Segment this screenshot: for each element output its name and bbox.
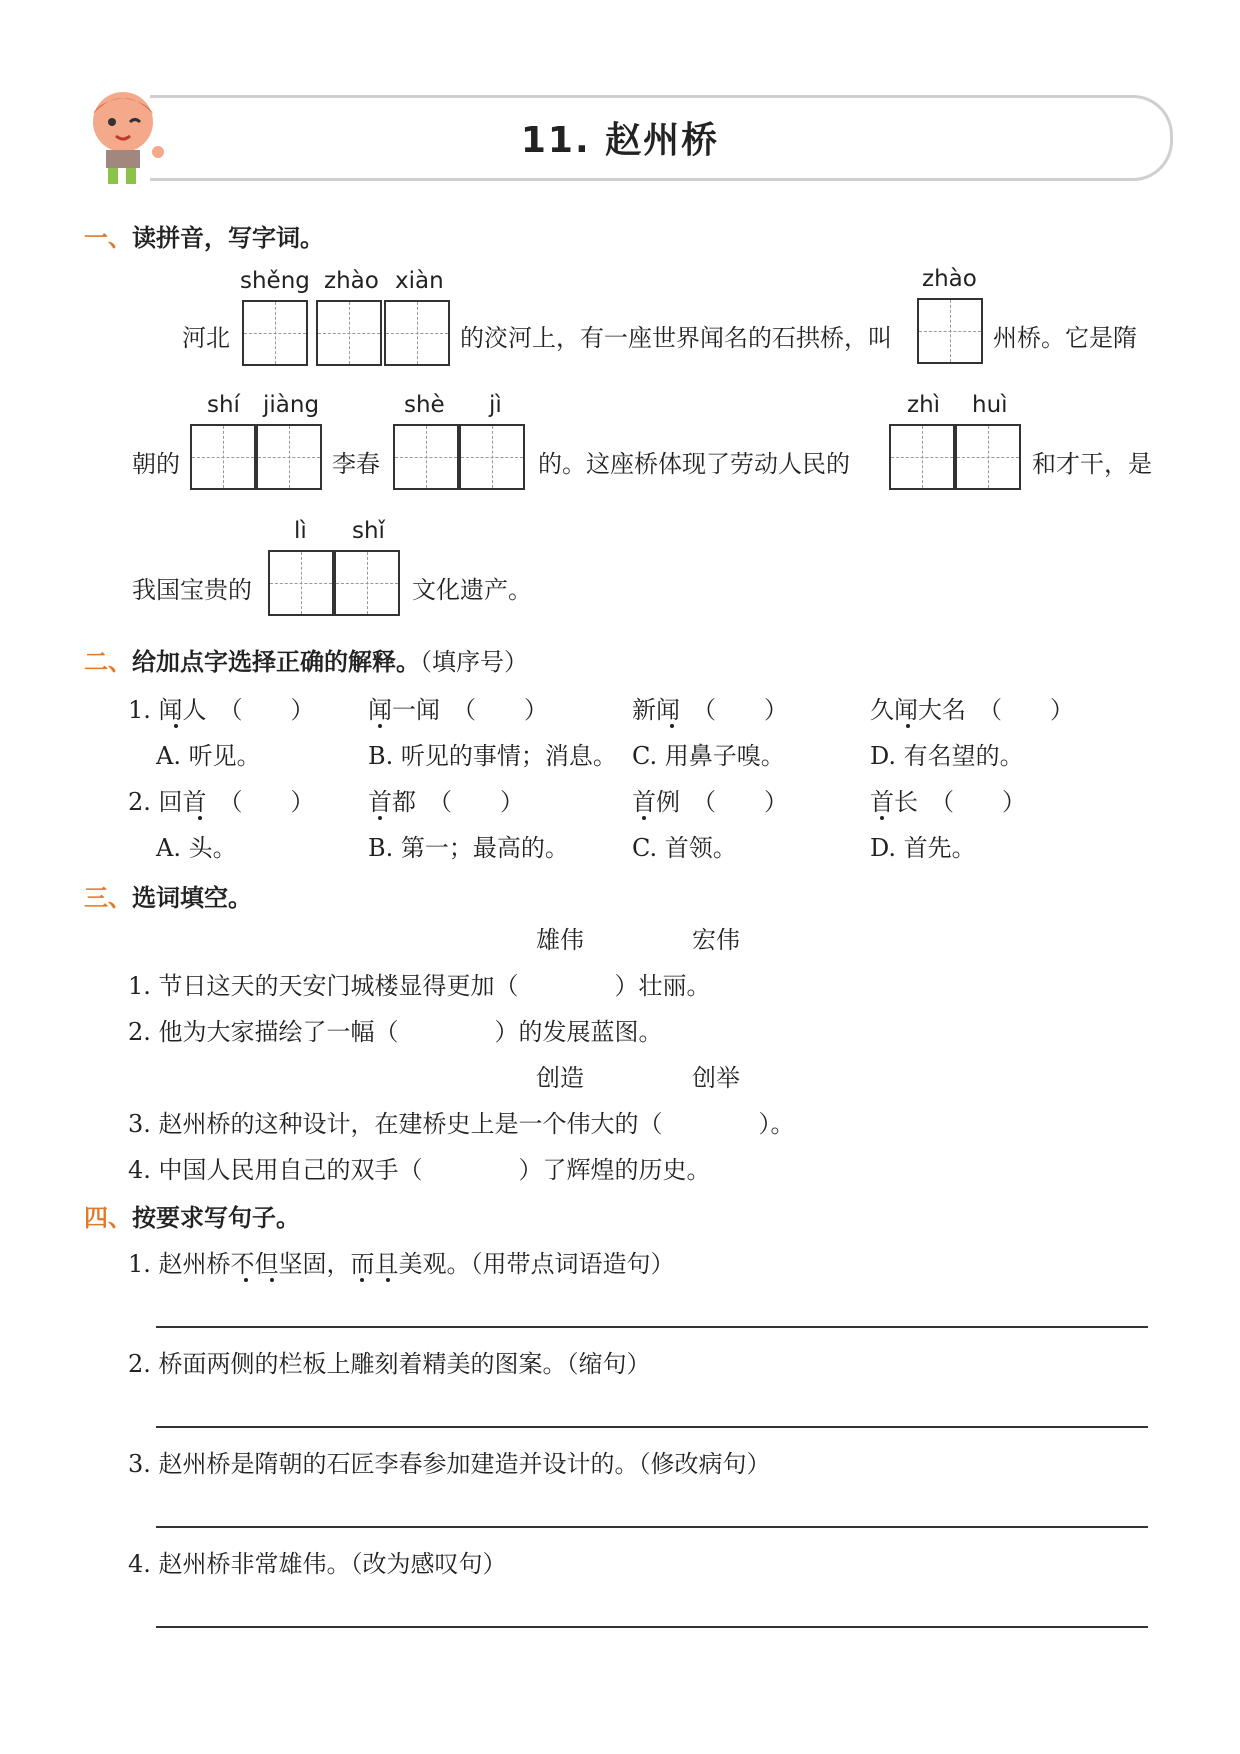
word-option-xiongwei: 雄伟 — [536, 926, 584, 954]
word-option-chuangzao: 创造 — [536, 1064, 584, 1092]
emphasis-dot — [642, 816, 646, 820]
pinyin-li: lì — [294, 518, 307, 544]
s2-row1-item1: 1. 闻人 （ ） — [128, 696, 315, 724]
emphasis-dot — [906, 724, 910, 728]
pinyin-jiang: jiàng — [263, 392, 320, 418]
text-line1-b: 的洨河上，有一座世界闻名的石拱桥，叫 — [460, 324, 892, 352]
write-box[interactable] — [334, 550, 400, 616]
emphasis-dot — [378, 724, 382, 728]
pinyin-ji: jì — [489, 392, 502, 418]
s4-q2: 2. 桥面两侧的栏板上雕刻着精美的图案。（缩句） — [128, 1350, 651, 1378]
pinyin-shi-3: shǐ — [352, 518, 385, 544]
emphasis-dot — [880, 816, 884, 820]
answer-line[interactable] — [156, 1326, 1148, 1328]
write-box[interactable] — [955, 424, 1021, 490]
write-box[interactable] — [268, 550, 334, 616]
answer-line[interactable] — [156, 1426, 1148, 1428]
text-line2-c: 的。这座桥体现了劳动人民的 — [538, 450, 850, 478]
pinyin-sheng: shěng — [240, 268, 310, 294]
s3-q4: 4. 中国人民用自己的双手（ ）了辉煌的历史。 — [128, 1156, 711, 1184]
write-box[interactable] — [393, 424, 459, 490]
s2-opt2-a: A. 头。 — [156, 834, 237, 862]
s2-opt2-c: C. 首领。 — [632, 834, 737, 862]
section3-heading: 三、选词填空。 — [84, 884, 252, 912]
answer-line[interactable] — [156, 1526, 1148, 1528]
emphasis-dot — [360, 1278, 364, 1282]
emphasis-dot — [174, 724, 178, 728]
pinyin-xian: xiàn — [395, 268, 444, 294]
section2-heading: 二、给加点字选择正确的解释。（填序号） — [84, 648, 528, 676]
s2-opt1-b: B. 听见的事情；消息。 — [368, 742, 617, 770]
pinyin-she: shè — [404, 392, 445, 418]
write-box[interactable] — [256, 424, 322, 490]
mascot-girl-icon — [68, 92, 178, 184]
pinyin-hui: huì — [972, 392, 1008, 418]
s3-q3: 3. 赵州桥的这种设计，在建桥史上是一个伟大的（ ）。 — [128, 1110, 795, 1138]
write-box[interactable] — [889, 424, 955, 490]
s4-q1: 1. 赵州桥不但坚固，而且美观。（用带点词语造句） — [128, 1250, 675, 1278]
text-line2-a: 朝的 — [132, 450, 180, 478]
emphasis-dot — [270, 1278, 274, 1282]
s2-row2-item4: 首长 （ ） — [870, 788, 1026, 816]
write-box[interactable] — [384, 300, 450, 366]
emphasis-dot — [198, 816, 202, 820]
s2-row1-item2: 闻一闻 （ ） — [368, 696, 548, 724]
s2-row2-item2: 首都 （ ） — [368, 788, 524, 816]
s4-q4: 4. 赵州桥非常雄伟。（改为感叹句） — [128, 1550, 507, 1578]
write-box[interactable] — [242, 300, 308, 366]
emphasis-dot — [670, 724, 674, 728]
s2-opt2-d: D. 首先。 — [870, 834, 976, 862]
section1-heading: 一、读拼音，写字词。 — [84, 224, 324, 252]
answer-line[interactable] — [156, 1626, 1148, 1628]
write-box[interactable] — [917, 298, 983, 364]
s2-row1-item4: 久闻大名 （ ） — [870, 696, 1074, 724]
s2-opt2-b: B. 第一；最高的。 — [368, 834, 569, 862]
section4-heading: 四、按要求写句子。 — [84, 1204, 300, 1232]
s2-row2-item3: 首例 （ ） — [632, 788, 788, 816]
s2-opt1-c: C. 用鼻子嗅。 — [632, 742, 785, 770]
pinyin-zhao-2: zhào — [922, 266, 977, 292]
text-line2-b: 李春 — [332, 450, 380, 478]
emphasis-dot — [378, 816, 382, 820]
write-box[interactable] — [190, 424, 256, 490]
pinyin-zhi: zhì — [907, 392, 941, 418]
emphasis-dot — [244, 1278, 248, 1282]
page-title: 11. 赵州桥 — [520, 120, 720, 161]
s2-row1-item3: 新闻 （ ） — [632, 696, 788, 724]
s3-q1: 1. 节日这天的天安门城楼显得更加（ ）壮丽。 — [128, 972, 711, 1000]
emphasis-dot — [386, 1278, 390, 1282]
text-line1-c: 州桥。它是隋 — [993, 324, 1137, 352]
text-line3-b: 文化遗产。 — [412, 576, 532, 604]
text-line3-a: 我国宝贵的 — [132, 576, 252, 604]
s2-opt1-a: A. 听见。 — [156, 742, 261, 770]
s3-q2: 2. 他为大家描绘了一幅（ ）的发展蓝图。 — [128, 1018, 663, 1046]
pinyin-zhao: zhào — [324, 268, 379, 294]
word-option-hongwei: 宏伟 — [692, 926, 740, 954]
write-box[interactable] — [316, 300, 382, 366]
s2-opt1-d: D. 有名望的。 — [870, 742, 1024, 770]
s2-row2-item1: 2. 回首 （ ） — [128, 788, 315, 816]
word-option-chuangju: 创举 — [692, 1064, 740, 1092]
text-line2-d: 和才干，是 — [1032, 450, 1152, 478]
pinyin-shi: shí — [207, 392, 240, 418]
s4-q3: 3. 赵州桥是隋朝的石匠李春参加建造并设计的。（修改病句） — [128, 1450, 771, 1478]
text-line1-a: 河北 — [182, 324, 230, 352]
write-box[interactable] — [459, 424, 525, 490]
